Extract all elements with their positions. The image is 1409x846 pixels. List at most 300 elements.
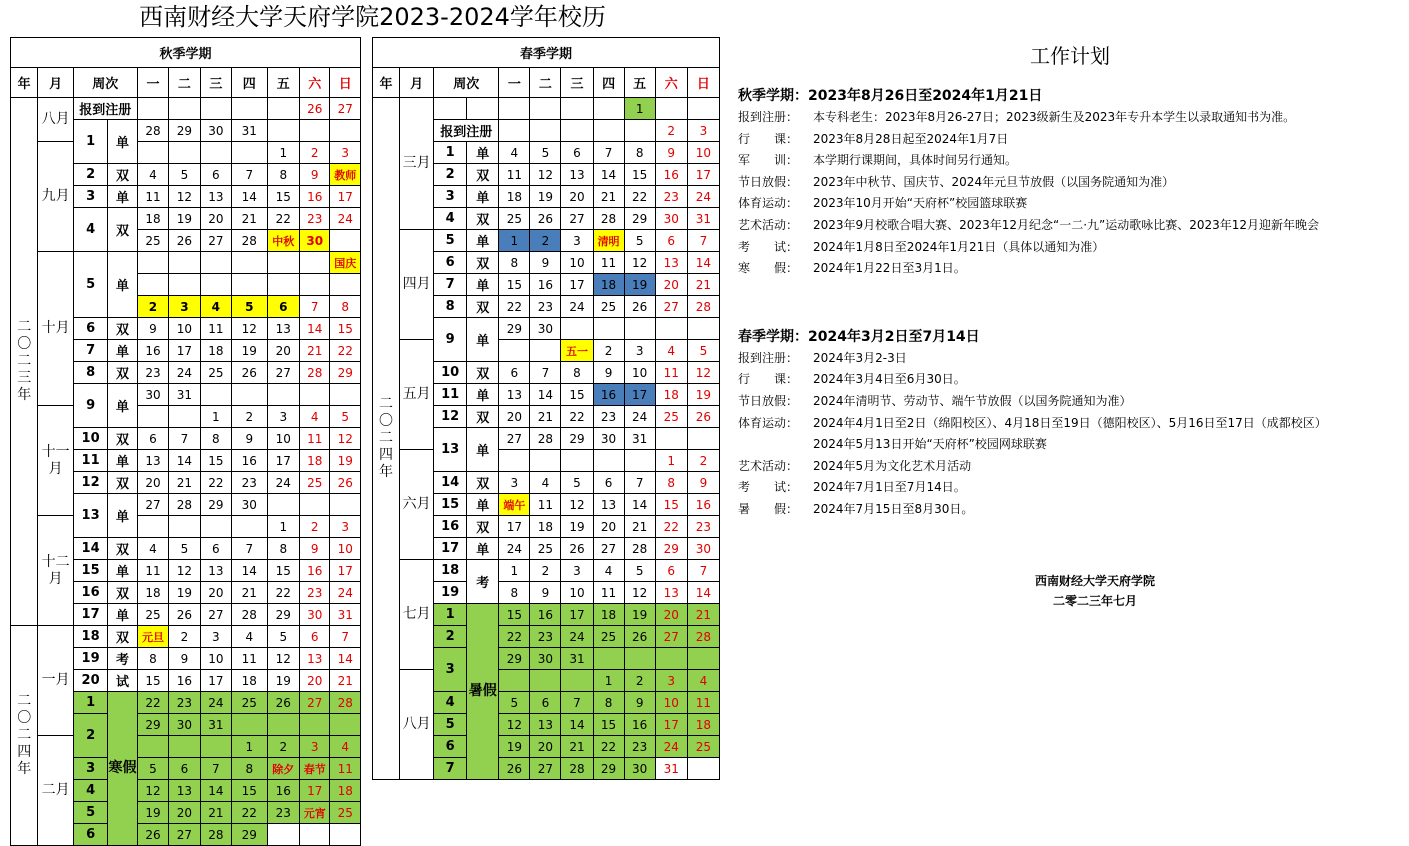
day-cell [137, 736, 168, 758]
plan-item [738, 107, 1402, 129]
day-cell: 18 [530, 516, 561, 538]
day-cell: 14 [561, 714, 593, 736]
day-cell: 20 [137, 472, 168, 494]
day-cell: 4 [655, 340, 687, 362]
day-cell [137, 274, 168, 296]
day-cell: 9 [300, 538, 330, 560]
day-cell: 13 [530, 714, 561, 736]
day-cell [267, 494, 299, 516]
day-cell: 24 [655, 736, 687, 758]
day-cell [267, 252, 299, 274]
day-cell: 19 [561, 516, 593, 538]
week-number: 10 [73, 428, 107, 450]
day-cell [300, 384, 330, 406]
week-number: 4 [73, 208, 107, 252]
day-cell: 27 [561, 208, 593, 230]
month-label: 三月 [400, 98, 434, 230]
day-cell: 11 [300, 428, 330, 450]
day-cell: 5 [267, 626, 299, 648]
day-cell: 10 [267, 428, 299, 450]
day-cell: 7 [687, 560, 719, 582]
week-type: 单 [108, 186, 137, 208]
thu-header: 四 [593, 68, 624, 98]
day-cell: 24 [561, 626, 593, 648]
day-cell: 7 [169, 428, 200, 450]
day-cell [267, 824, 299, 846]
day-cell: 29 [624, 208, 655, 230]
day-cell [530, 340, 561, 362]
day-cell [499, 120, 530, 142]
day-cell: 14 [530, 384, 561, 406]
day-cell: 7 [687, 230, 719, 252]
day-cell: 30 [593, 428, 624, 450]
day-cell: 21 [687, 604, 719, 626]
week-header: 周次 [434, 68, 499, 98]
day-cell: 6 [593, 472, 624, 494]
day-cell: 4 [330, 736, 361, 758]
day-cell: 27 [300, 692, 330, 714]
day-cell: 25 [300, 472, 330, 494]
day-cell: 2 [624, 670, 655, 692]
day-cell [300, 274, 330, 296]
day-cell: 12 [561, 494, 593, 516]
week-type: 双 [108, 538, 137, 560]
week-type: 双 [108, 582, 137, 604]
footer [788, 571, 1402, 611]
day-cell: 25 [137, 230, 168, 252]
day-cell: 10 [169, 318, 200, 340]
day-cell: 22 [624, 186, 655, 208]
calendar-row [373, 670, 720, 692]
day-cell: 清明 [593, 230, 624, 252]
day-cell: 12 [267, 648, 299, 670]
day-cell: 15 [267, 560, 299, 582]
day-cell: 2 [530, 230, 561, 252]
day-cell: 29 [655, 538, 687, 560]
day-cell: 28 [687, 296, 719, 318]
day-cell: 17 [200, 670, 231, 692]
tue-header: 二 [530, 68, 561, 98]
wed-header: 三 [561, 68, 593, 98]
day-cell: 27 [499, 428, 530, 450]
day-cell: 29 [200, 494, 231, 516]
calendar-row [373, 230, 720, 252]
day-cell: 11 [655, 362, 687, 384]
day-cell: 3 [200, 626, 231, 648]
day-cell: 国庆 [330, 252, 361, 274]
day-cell: 16 [300, 186, 330, 208]
day-cell: 3 [561, 560, 593, 582]
wed-header: 三 [200, 68, 231, 98]
week-type: 双 [108, 208, 137, 252]
day-cell: 17 [330, 560, 361, 582]
day-cell: 12 [232, 318, 267, 340]
day-cell [200, 274, 231, 296]
week-number: 11 [73, 450, 107, 472]
day-cell: 26 [232, 362, 267, 384]
month-label: 九月 [38, 142, 73, 252]
day-cell: 17 [687, 164, 719, 186]
week-type: 单 [108, 340, 137, 362]
day-cell: 14 [169, 450, 200, 472]
month-label: 四月 [400, 230, 434, 340]
calendar-row [11, 406, 361, 428]
day-cell: 17 [499, 516, 530, 538]
day-cell: 2 [300, 142, 330, 164]
plan-item-label: 军 训： [738, 153, 799, 168]
week-number: 17 [73, 604, 107, 626]
day-cell: 18 [137, 208, 168, 230]
day-cell: 7 [200, 758, 231, 780]
day-cell [593, 318, 624, 340]
day-cell: 5 [561, 472, 593, 494]
day-cell: 11 [687, 692, 719, 714]
autumn-calendar [10, 37, 361, 846]
day-cell: 5 [624, 560, 655, 582]
day-cell: 6 [300, 626, 330, 648]
day-cell: 18 [593, 274, 624, 296]
day-cell: 18 [137, 582, 168, 604]
day-cell: 5 [499, 692, 530, 714]
day-cell [655, 648, 687, 670]
day-cell: 元宵 [300, 802, 330, 824]
day-cell: 3 [624, 340, 655, 362]
day-cell: 4 [530, 472, 561, 494]
day-cell: 29 [561, 428, 593, 450]
week-number: 5 [73, 252, 107, 318]
day-cell: 22 [499, 296, 530, 318]
day-cell: 22 [593, 736, 624, 758]
day-cell [232, 98, 267, 120]
week-number: 13 [73, 494, 107, 538]
day-cell: 25 [593, 626, 624, 648]
week-type: 单 [467, 318, 499, 362]
day-cell: 8 [624, 142, 655, 164]
day-cell [499, 670, 530, 692]
mon-header: 一 [137, 68, 168, 98]
day-cell: 15 [499, 604, 530, 626]
month-label: 十一月 [38, 406, 73, 516]
day-cell: 2 [137, 296, 168, 318]
week-number: 20 [73, 670, 107, 692]
day-cell: 30 [137, 384, 168, 406]
day-cell: 17 [624, 384, 655, 406]
year-label: 二〇二三年 [11, 98, 38, 626]
year-header: 年 [373, 68, 400, 98]
day-cell: 24 [561, 296, 593, 318]
day-cell: 27 [169, 824, 200, 846]
day-cell: 4 [232, 626, 267, 648]
day-cell: 30 [300, 230, 330, 252]
day-cell: 7 [232, 164, 267, 186]
week-type: 双 [467, 362, 499, 384]
calendar-row [11, 736, 361, 758]
day-cell: 10 [200, 648, 231, 670]
day-cell: 31 [330, 604, 361, 626]
month-label: 六月 [400, 450, 434, 560]
day-cell: 26 [169, 230, 200, 252]
day-cell: 29 [267, 604, 299, 626]
day-cell: 18 [300, 450, 330, 472]
week-type: 考 [108, 648, 137, 670]
day-cell [200, 252, 231, 274]
day-cell: 16 [624, 714, 655, 736]
week-number: 1 [434, 142, 467, 164]
plan-item-label: 考 试： [738, 480, 799, 495]
day-cell: 2 [687, 450, 719, 472]
plan-item-text: 2024年3月2-3日 [813, 350, 907, 365]
day-cell [169, 274, 200, 296]
sun-header: 日 [330, 68, 361, 98]
day-cell: 22 [232, 802, 267, 824]
day-cell: 15 [593, 714, 624, 736]
day-cell: 6 [200, 538, 231, 560]
day-cell: 20 [655, 274, 687, 296]
day-cell [530, 450, 561, 472]
day-cell: 8 [267, 164, 299, 186]
day-cell: 24 [330, 582, 361, 604]
day-cell [300, 120, 330, 142]
day-cell: 27 [593, 538, 624, 560]
week-number: 1 [73, 120, 107, 164]
day-cell: 7 [624, 472, 655, 494]
day-cell: 20 [655, 604, 687, 626]
day-cell: 6 [655, 560, 687, 582]
day-cell [530, 670, 561, 692]
week-type: 单 [108, 494, 137, 538]
week-type: 单 [467, 384, 499, 406]
day-cell: 28 [530, 428, 561, 450]
day-cell: 1 [624, 98, 655, 120]
day-cell [330, 494, 361, 516]
day-cell: 31 [232, 120, 267, 142]
plan-item [738, 258, 1402, 280]
week-type: 双 [108, 428, 137, 450]
week-number: 2 [73, 164, 107, 186]
day-cell: 8 [561, 362, 593, 384]
day-cell: 23 [624, 736, 655, 758]
day-cell: 8 [232, 758, 267, 780]
day-cell: 13 [137, 450, 168, 472]
sun-header: 日 [687, 68, 719, 98]
day-cell [200, 384, 231, 406]
week-number: 4 [434, 692, 467, 714]
day-cell [330, 230, 361, 252]
plan-item-text: 2023年9月校歌合唱大赛、2023年12月纪念“一二·九”运动歌咏比赛、2023年12月迎新年晚会 [813, 217, 1320, 232]
plan-item-text: 2024年7月1日至7月14日。 [813, 480, 966, 495]
day-cell: 16 [232, 450, 267, 472]
day-cell: 7 [300, 296, 330, 318]
footer-org: 西南财经大学天府学院 [1034, 573, 1155, 588]
day-cell: 28 [624, 538, 655, 560]
day-cell [530, 98, 561, 120]
day-cell: 17 [300, 780, 330, 802]
week-number: 19 [434, 582, 467, 604]
day-cell: 20 [267, 340, 299, 362]
week-type: 双 [467, 252, 499, 274]
week-number: 15 [73, 560, 107, 582]
day-cell: 27 [267, 362, 299, 384]
day-cell: 31 [655, 758, 687, 780]
day-cell: 5 [624, 230, 655, 252]
day-cell: 19 [137, 802, 168, 824]
thu-header: 四 [232, 68, 267, 98]
plan-item-text: 2024年7月15日至8月30日。 [813, 501, 974, 516]
day-cell: 23 [267, 802, 299, 824]
day-cell: 18 [499, 186, 530, 208]
week-number: 5 [434, 230, 467, 252]
day-cell [593, 648, 624, 670]
day-cell: 23 [300, 208, 330, 230]
day-cell [687, 758, 719, 780]
day-cell: 25 [593, 296, 624, 318]
week-type: 试 [108, 670, 137, 692]
day-cell: 13 [200, 560, 231, 582]
day-cell: 12 [169, 560, 200, 582]
day-cell: 14 [200, 780, 231, 802]
calendar-row [373, 560, 720, 582]
day-cell: 21 [530, 406, 561, 428]
day-cell: 3 [561, 230, 593, 252]
day-cell: 21 [232, 582, 267, 604]
week-number: 17 [434, 538, 467, 560]
week-number: 5 [434, 714, 467, 736]
day-cell: 13 [561, 164, 593, 186]
day-cell: 24 [330, 208, 361, 230]
week-number: 2 [73, 714, 107, 758]
plan-item-label: 艺术活动： [738, 458, 799, 473]
day-cell [169, 252, 200, 274]
day-cell: 26 [624, 626, 655, 648]
footer-date: 二零二三年七月 [1052, 593, 1137, 608]
week-number: 3 [434, 186, 467, 208]
day-cell: 10 [561, 582, 593, 604]
day-cell: 26 [169, 604, 200, 626]
day-cell: 9 [300, 164, 330, 186]
day-cell [232, 274, 267, 296]
week-number: 7 [434, 274, 467, 296]
day-cell [655, 318, 687, 340]
plan-item-text: 2024年3月4日至6月30日。 [813, 372, 966, 387]
day-cell: 2 [530, 560, 561, 582]
fri-header: 五 [267, 68, 299, 98]
plan-item [738, 348, 1402, 370]
day-cell: 19 [330, 450, 361, 472]
plan-item-text: 2024年5月为文化艺术月活动 [813, 458, 972, 473]
week-type: 单 [467, 186, 499, 208]
day-cell [267, 384, 299, 406]
day-cell: 28 [300, 362, 330, 384]
day-cell: 25 [200, 362, 231, 384]
autumn-plan-title: 秋季学期：2023年8月26日至2024年1月21日 [738, 88, 1043, 104]
day-cell: 5 [232, 296, 267, 318]
day-cell: 20 [561, 186, 593, 208]
fri-header: 五 [624, 68, 655, 98]
day-cell: 19 [499, 736, 530, 758]
day-cell: 2 [593, 340, 624, 362]
week-type: 单 [108, 450, 137, 472]
day-cell [330, 384, 361, 406]
week-number: 14 [73, 538, 107, 560]
day-cell: 21 [593, 186, 624, 208]
day-cell: 30 [530, 648, 561, 670]
day-cell: 19 [687, 384, 719, 406]
plan-item-text: 2024年5月13日开始“天府杯”校园网球联赛 [813, 437, 1047, 452]
calendar-row [373, 340, 720, 362]
day-cell: 9 [687, 472, 719, 494]
day-cell: 11 [530, 494, 561, 516]
plan-item [738, 237, 1402, 259]
day-cell [593, 450, 624, 472]
day-cell: 11 [593, 582, 624, 604]
day-cell: 18 [687, 714, 719, 736]
day-cell [300, 824, 330, 846]
day-cell: 14 [300, 318, 330, 340]
day-cell: 9 [169, 648, 200, 670]
week-type: 单 [467, 230, 499, 252]
day-cell [593, 98, 624, 120]
week-type: 双 [467, 296, 499, 318]
day-cell: 27 [330, 98, 361, 120]
day-cell: 26 [561, 538, 593, 560]
week-type: 暑假 [467, 604, 499, 780]
week-number: 4 [73, 780, 107, 802]
day-cell: 23 [687, 516, 719, 538]
spring-calendar [372, 37, 720, 780]
day-cell: 10 [687, 142, 719, 164]
day-cell: 3 [655, 670, 687, 692]
day-cell: 14 [330, 648, 361, 670]
day-cell: 20 [530, 736, 561, 758]
day-cell: 12 [499, 714, 530, 736]
plan-item-label: 体育运动： [738, 415, 799, 430]
sat-header: 六 [655, 68, 687, 98]
day-cell [169, 406, 200, 428]
autumn-plan-list [738, 107, 1402, 280]
week-type: 单 [467, 538, 499, 560]
day-cell: 9 [593, 362, 624, 384]
day-cell: 11 [593, 252, 624, 274]
plan-item-text: 2024年1月8日至2024年1月21日（具体以通知为准） [813, 239, 1105, 254]
day-cell: 23 [300, 582, 330, 604]
week-number: 1 [434, 604, 467, 626]
calendar-row [373, 450, 720, 472]
plan-item [738, 434, 1402, 456]
week-number: 8 [73, 362, 107, 384]
plan-item [738, 391, 1402, 413]
day-cell [137, 142, 168, 164]
day-cell: 19 [267, 670, 299, 692]
tue-header: 二 [169, 68, 200, 98]
day-cell: 27 [200, 230, 231, 252]
day-cell [232, 714, 267, 736]
day-cell [200, 736, 231, 758]
spring-plan-list [738, 348, 1402, 521]
day-cell: 1 [267, 516, 299, 538]
day-cell [330, 120, 361, 142]
day-cell: 30 [530, 318, 561, 340]
plan-item-text: 2024年4月1日至2日（绵阳校区）、4月18日至19日（德阳校区）、5月16日至17日（成都校区） [813, 415, 1327, 430]
day-cell [232, 252, 267, 274]
day-cell: 20 [499, 406, 530, 428]
day-cell: 17 [169, 340, 200, 362]
day-cell: 27 [655, 296, 687, 318]
week-type: 单 [108, 252, 137, 318]
day-cell: 28 [561, 758, 593, 780]
day-cell: 30 [655, 208, 687, 230]
calendar-row [11, 98, 361, 120]
plan-item-text: 本学期行课期间，具体时间另行通知。 [813, 153, 1018, 168]
